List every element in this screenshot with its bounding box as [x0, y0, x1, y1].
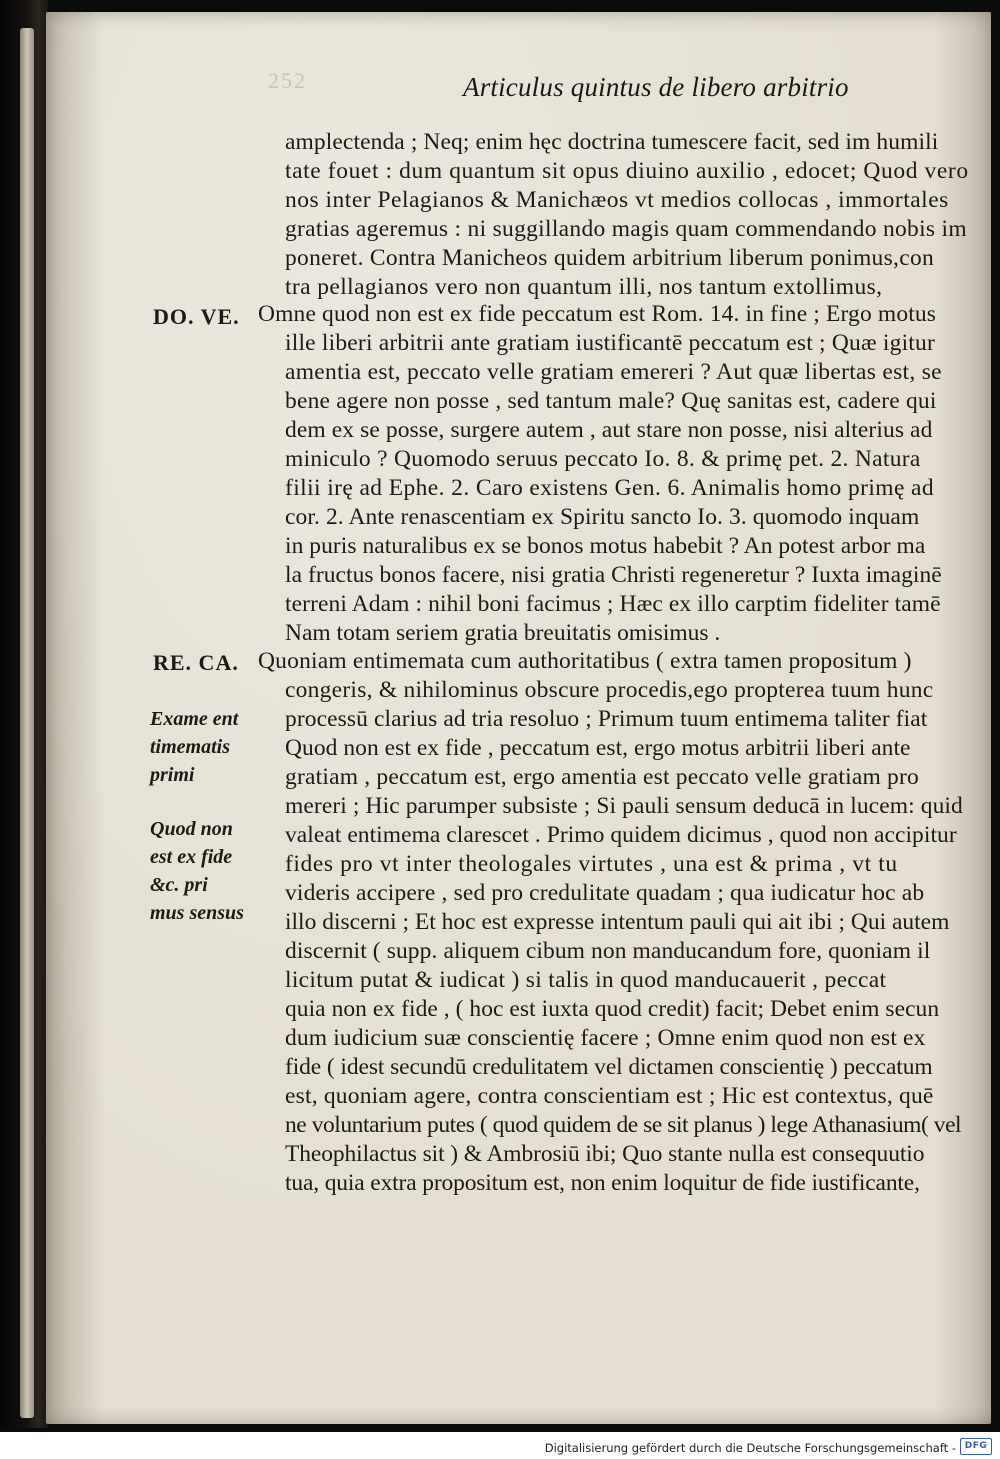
text-line: nos inter Pelagianos & Manichæos vt medios collocas , immortales — [285, 187, 949, 213]
text-line: illo discerni ; Et hoc est expresse intentum pauli qui ait ibi ; Qui autem — [285, 909, 950, 935]
text-line: mereri ; Hic parumper subsiste ; Si pauli sensum deducā in lucem: quid — [285, 793, 963, 819]
text-line: cor. 2. Ante renascentiam ex Spiritu sancto Io. 3. quomodo inquam — [285, 504, 920, 530]
speaker-label: DO. VE. — [153, 304, 240, 329]
margin-note-line: mus sensus — [150, 902, 244, 924]
text-line: Nam totam seriem gratia breuitatis omisimus . — [285, 620, 721, 646]
text-line: est, quoniam agere, contra conscientiam est ; Hic est contextus, quē — [285, 1083, 934, 1109]
text-line: Omne quod non est ex fide peccatum est Rom. 14. in fine ; Ergo motus — [258, 301, 937, 327]
text-line: dum iudicium suæ conscientię facere ; Omne enim quod non est ex — [285, 1025, 926, 1051]
margin-note-line: Quod non — [150, 818, 233, 840]
text-line: in puris naturalibus ex se bonos motus habebit ? An potest arbor ma — [285, 533, 926, 559]
text-line: la fructus bonos facere, nisi gratia Christi regeneretur ? Iuxta imaginē — [285, 562, 942, 588]
text-line: fides pro vt inter theologales virtutes , una est & prima , vt tu — [285, 851, 898, 877]
margin-note-line: primi — [150, 764, 195, 786]
text-line: poneret. Contra Manicheos quidem arbitrium liberum ponimus,con — [285, 245, 935, 271]
margin-note-line: est ex fide — [150, 846, 233, 868]
text-line: quia non ex fide , ( hoc est iuxta quod credit) facit; Debet enim secun — [285, 996, 940, 1022]
text-line: Quoniam entimemata cum authoritatibus ( extra tamen propositum ) — [258, 648, 912, 674]
text-line: ne voluntarium putes ( quod quidem de se sit planus ) lege Athanasium( vel — [285, 1112, 962, 1138]
text-line: discernit ( supp. aliquem cibum non manducandum fore, quoniam il — [285, 938, 931, 964]
text-line: tate fouet : dum quantum sit opus diuino auxilio , edocet; Quod vero — [285, 158, 969, 184]
text-line: ille liberi arbitrii ante gratiam iustificantē peccatum est ; Quæ igitur — [285, 330, 936, 356]
text-line: congeris, & nihilominus obscure procedis,ego propterea tuum hunc — [285, 677, 934, 703]
text-line: Theophilactus sit ) & Ambrosiū ibi; Quo stante nulla est consequutio — [285, 1141, 925, 1167]
text-line: valeat entimema clarescet . Primo quidem dicimus , quod non accipitur — [285, 822, 957, 848]
text-line: licitum putat & iudicat ) si talis in quod manducauerit , peccat — [285, 967, 887, 993]
text-line: terreni Adam : nihil boni facimus ; Hæc ex illo carptim fideliter tamē — [285, 591, 941, 617]
digitization-credit: Digitalisierung gefördert durch die Deutsche Forschungsgemeinschaft - — [544, 1441, 956, 1455]
dfg-logo-icon: DFG — [960, 1438, 992, 1455]
speaker-label: RE. CA. — [153, 650, 239, 675]
text-line: videris accipere , sed pro credulitate quadam ; qua iudicatur hoc ab — [285, 880, 925, 906]
text-line: miniculo ? Quomodo seruus peccato Io. 8. & primę pet. 2. Natura — [285, 446, 921, 472]
text-line: gratias ageremus : ni suggillando magis quam commendando nobis im — [285, 216, 967, 242]
text-line: tra pellagianos vero non quantum illi, nos tantum extollimus, — [285, 274, 883, 300]
text-line: filii irę ad Ephe. 2. Caro existens Gen. 6. Animalis homo primę ad — [285, 475, 935, 501]
text-line: Quod non est ex fide , peccatum est, ergo motus arbitrii liberi ante — [285, 735, 911, 761]
margin-note-line: timematis — [150, 736, 230, 758]
text-line: fide ( idest secundū credulitatem vel dictamen conscientię ) peccatum — [285, 1054, 933, 1080]
text-line: amplectenda ; Neq; enim hęc doctrina tumescere facit, sed im humili — [285, 129, 939, 155]
folio-number: 252 — [268, 68, 307, 93]
margin-note-line: &c. pri — [150, 874, 208, 896]
text-line: processū clarius ad tria resoluo ; Primum tuum entimema taliter fiat — [285, 706, 928, 732]
text-line: amentia est, peccato velle gratiam emereri ? Aut quæ libertas est, se — [285, 359, 942, 385]
running-head: Articulus quintus de libero arbitrio — [463, 72, 849, 102]
text-line: gratiam , peccatum est, ergo amentia est peccato velle gratiam pro — [285, 764, 919, 790]
margin-note-line: Exame ent — [150, 708, 239, 730]
text-line: bene agere non posse , sed tantum male? Quę sanitas est, cadere qui — [285, 388, 937, 414]
text-line: tua, quia extra propositum est, non enim loquitur de fide iustificante, — [285, 1170, 920, 1196]
text-line: dem ex se posse, surgere autem , aut stare non posse, nisi alterius ad — [285, 417, 933, 443]
